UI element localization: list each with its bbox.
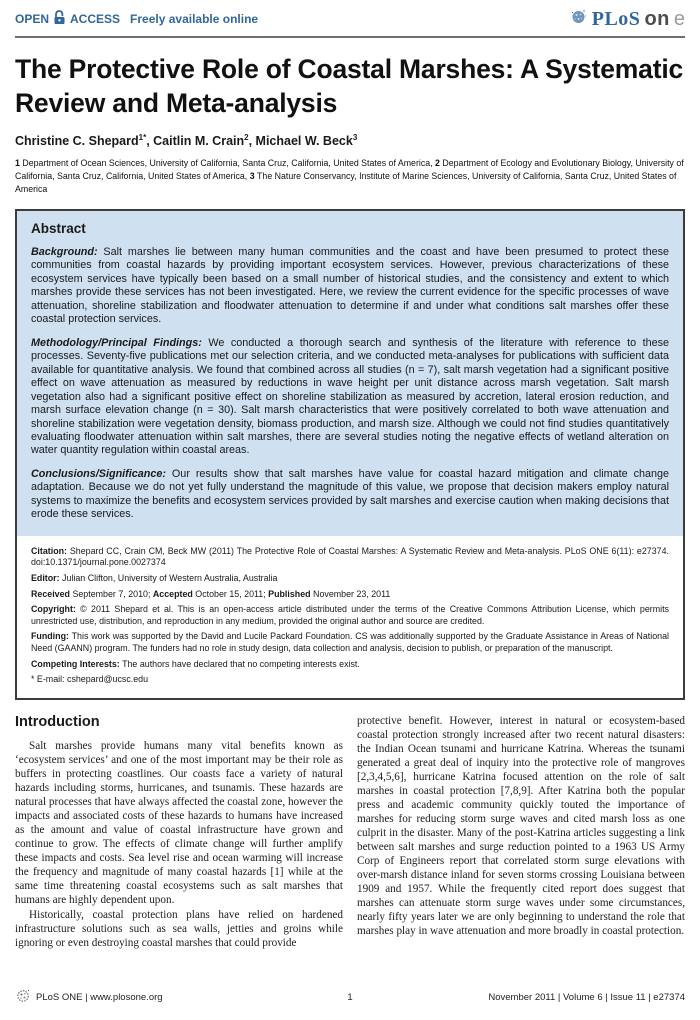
author-separator: , bbox=[146, 134, 154, 149]
affiliation-text: Department of Ocean Sciences, University of California, Santa Cruz, California, United States of America, bbox=[22, 158, 436, 169]
body-columns bbox=[15, 714, 685, 950]
abstract-conclusions-label: Conclusions/Significance: bbox=[31, 467, 166, 480]
published-date: November 23, 2011 bbox=[310, 588, 391, 599]
footer-journal bbox=[15, 988, 347, 1007]
dates-line bbox=[31, 589, 669, 601]
one-wordmark-light: e bbox=[673, 7, 685, 30]
funding-line bbox=[31, 631, 669, 654]
affiliation-number: 3 bbox=[249, 171, 258, 182]
author-name: Caitlin M. Crain bbox=[153, 134, 245, 149]
funding-text: This work was supported by the David and Lucile Packard Foundation. CS was additionally supported by the Graduate Assistance in Areas of National Need (GAANN) program. The funders had no role in study design, data collection and analysis, decision to publish, or preparation of the manuscript. bbox=[31, 631, 669, 653]
right-column bbox=[357, 714, 685, 950]
abstract-box bbox=[15, 209, 685, 700]
editor-line bbox=[31, 573, 669, 585]
received-label: Received bbox=[31, 588, 70, 599]
abstract-heading: Abstract bbox=[31, 220, 86, 236]
page-footer bbox=[15, 983, 685, 1007]
copyright-label: Copyright: bbox=[31, 604, 76, 615]
journal-topbar bbox=[15, 0, 685, 38]
left-column bbox=[15, 714, 343, 950]
affiliation-number: 2 bbox=[435, 158, 443, 169]
footer-journal-url: PLoS ONE | www.plosone.org bbox=[36, 992, 163, 1003]
affiliation-text: The Nature Conservancy, Institute of Marine Sciences, University of California, Santa Cruz, United States of America bbox=[15, 171, 677, 194]
copyright-line bbox=[31, 604, 669, 627]
affiliation-text: Department of Ecology and Evolutionary Biology, University of California, Santa Cruz, California, United States of America, bbox=[15, 158, 684, 182]
author-name: Michael W. Beck bbox=[255, 134, 353, 149]
copyright-text: © 2011 Shepard et al. This is an open-access article distributed under the terms of the Creative Commons Attribution License, which permits unrestricted use, distribution, and reproduction in any medium, provided the original author and source are credited. bbox=[31, 604, 669, 626]
abstract-background-text: Salt marshes lie between many human communities and the coast and have been presumed to protect these communities from coastal hazards by providing important ecosystem services. However, previous characterizations of these ecosystem services have typically been based on a small number of historical studies, and the consistency and extent to which marshes provide these services has not been investigated. Here, we review the current evidence for the specific processes of wave attenuation, shoreline stabilization and floodwater attenuation to determine if and under what conditions salt marshes offer these coastal protection services. bbox=[31, 245, 669, 326]
article-meta-section bbox=[17, 536, 683, 698]
introduction-paragraph: Salt marshes provide humans many vital benefits known as ‘ecosystem services’ and one of the most important may be their role as buffers in protecting coastlines. Our coasts face a variety of natural hazards including storms, hurricanes, and tsunamis. These hazards are natural processes that have always affected the coastal zone, however the impacts and associated costs of these hazards to humans have increased as the amount and value of coastal infrastructure have grown and continue to grow. The effects of climate change will further amplify these impacts and costs. Sea level rise and ocean warming will increase the frequency and magnitude of many coastal hazards [1] while at the same time threatening coastal ecosystems such as salt marshes that humans are highly dependent upon. bbox=[15, 739, 343, 906]
competing-interests-line bbox=[31, 659, 669, 671]
author-name: Christine C. Shepard bbox=[15, 134, 139, 149]
author-list bbox=[15, 133, 685, 148]
email-link[interactable]: cshepard@ucsc.edu bbox=[67, 674, 149, 685]
email-line bbox=[31, 674, 669, 686]
abstract-methodology bbox=[31, 337, 669, 458]
funding-label: Funding: bbox=[31, 631, 69, 642]
author-affiliation-marker: 3 bbox=[352, 133, 358, 143]
abstract-conclusions bbox=[31, 468, 669, 522]
author-affiliation-marker: 1* bbox=[138, 133, 147, 143]
accepted-date: October 15, 2011; bbox=[192, 588, 269, 599]
introduction-paragraph: Historically, coastal protection plans have relied on hardened infrastructure solutions such as sea walls, jetties and groins while ignoring or even destroying coastal marshes that could provide bbox=[15, 908, 343, 949]
author-affiliation-marker: 2 bbox=[244, 133, 249, 143]
abstract-conclusions-text: Our results show that salt marshes have value for coastal hazard mitigation and climate change adaptation. Because we do not yet fully understand the magnitude of this value, we propose that decision makers employ natural systems to maximize the benefits and ecosystem services provided by salt marshes and exercise caution when making decisions that erode these services. bbox=[31, 467, 669, 521]
article-title: The Protective Role of Coastal Marshes: A Systematic Review and Meta-analysis bbox=[15, 54, 684, 118]
accepted-label: Accepted bbox=[152, 588, 193, 599]
one-wordmark-bold: on bbox=[644, 7, 670, 30]
email-prefix: * E-mail: bbox=[31, 674, 67, 685]
editor-text: Julian Clifton, University of Western Australia, Australia bbox=[59, 573, 278, 584]
open-access-open-label: OPEN bbox=[15, 12, 50, 26]
open-lock-icon bbox=[53, 10, 66, 28]
freely-available-label: Freely available online bbox=[130, 12, 259, 26]
abstract-methodology-label: Methodology/Principal Findings: bbox=[31, 336, 202, 349]
published-label: Published bbox=[268, 588, 311, 599]
footer-issue-info: November 2011 | Volume 6 | Issue 11 | e27374 bbox=[488, 992, 686, 1003]
plos-one-logo bbox=[569, 7, 685, 31]
introduction-paragraph: protective benefit. However, interest in natural or ecosystem-based coastal protection strongly increased after two recent natural disasters: the Indian Ocean tsunami and hurricane Katrina. Whereas the tsunami generated a great deal of inquiry into the protective role of mangroves [2,3,4,5,6], hurricane Katrina focused attention on the role of salt marshes in coastal protection [7,8,9]. After Katrina both the popular press and academic community quickly touted the importance of marshes for reducing storm surge waves and cited marsh loss as one culprit in the disaster. Many of the post-Katrina articles suggesting a link between salt marshes and surge reduction pointed to a 1963 US Army Corp of Engineers report that correlated storm surge elevations with over-marsh distance inland for seven storms crossing Louisiana between 1909 and 1957. While the frequently cited report does suggest that marshes can attenuate storm surge waves under some circumstances, nearly fifty years later we are only beginning to understand the role that marshes play in wave attenuation and more broadly in coastal protection. bbox=[357, 714, 685, 937]
received-date: September 7, 2010; bbox=[69, 588, 153, 599]
citation-text: Shepard CC, Crain CM, Beck MW (2011) The Protective Role of Coastal Marshes: A Systematic Review and Meta-analysis. PLoS ONE 6(11): e27374. doi:10.1371/journal.pone.0027374 bbox=[31, 545, 669, 568]
abstract-section bbox=[17, 211, 683, 536]
affiliation-number: 1 bbox=[15, 158, 23, 169]
footer-page-number: 1 bbox=[347, 992, 353, 1003]
abstract-background bbox=[31, 246, 669, 327]
introduction-heading: Introduction bbox=[15, 713, 100, 730]
citation-label: Citation: bbox=[31, 545, 67, 556]
plos-globe-icon bbox=[569, 7, 588, 31]
open-access-access-label: ACCESS bbox=[70, 12, 121, 26]
competing-interests-label: Competing Interests: bbox=[31, 658, 120, 669]
author-separator: , bbox=[248, 134, 256, 149]
plos-wordmark: PLoS bbox=[591, 7, 641, 30]
affiliations bbox=[15, 157, 685, 195]
editor-label: Editor: bbox=[31, 573, 60, 584]
footer-globe-icon bbox=[15, 988, 31, 1007]
competing-interests-text: The authors have declared that no competing interests exist. bbox=[119, 658, 360, 669]
abstract-methodology-text: We conducted a thorough search and synthesis of the literature with reference to these processes. Seventy-five publications met our selection criteria, and we conducted meta-analyses for publications with sufficient data available for quantitative analysis. We found that combined across all studies (n = 7), salt marsh vegetation had a significant positive effect on wave attenuation as measured by reductions in wave height per unit distance across marsh vegetation. Salt marsh vegetation also had a significant positive effect on shoreline stabilization as measured by accretion, lateral erosion reduction, and marsh surface elevation change (n = 30). Salt marsh characteristics that were positively correlated to both wave attenuation and shoreline stabilization were vegetation density, biomass production, and marsh size. Although we could not find studies quantitatively evaluating floodwater attenuation within salt marshes, there are several studies noting the negative effects of wetland alteration on water quantity regulation within coastal areas. bbox=[31, 336, 669, 457]
citation-line bbox=[31, 546, 669, 569]
open-access-banner bbox=[15, 10, 258, 28]
abstract-background-label: Background: bbox=[31, 245, 98, 258]
